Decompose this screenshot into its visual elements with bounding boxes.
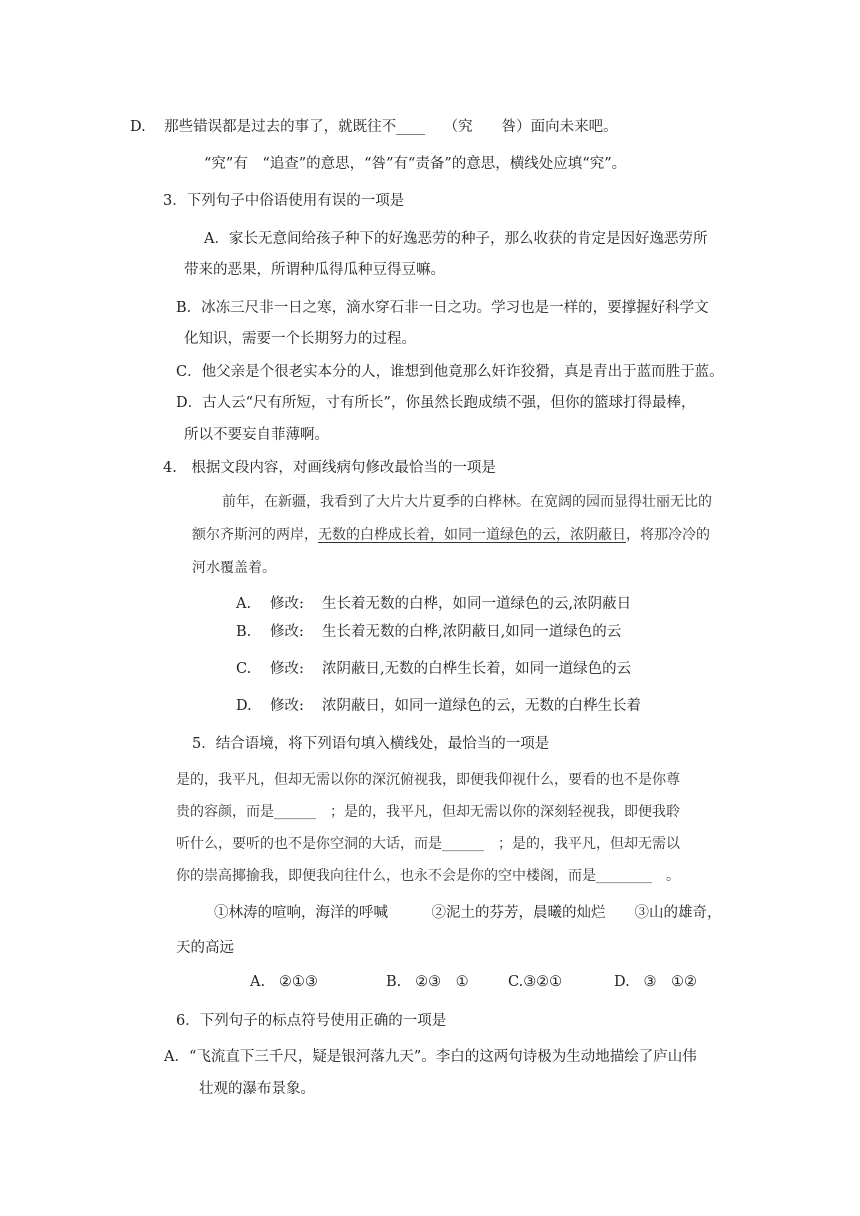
- q4-passage-line3: 河水覆盖着。: [192, 560, 276, 576]
- option-modify-label: 修改:: [270, 698, 304, 714]
- q3-option-d-line2: 所以不要妄自菲薄啊。: [184, 427, 329, 443]
- q5-passage-line3: 听什么，要听的也不是你空洞的大话，而是______ ；是的，我平凡，但却无需以: [176, 836, 680, 852]
- option-modify-label: 修改:: [270, 624, 304, 640]
- q4-option-d: [236, 695, 641, 717]
- option-label: C.: [236, 661, 252, 677]
- q3-option-a-line1: A．家长无意间给孩子种下的好逸恶劳的种子，那么收获的肯定是因好逸恶劳所: [204, 231, 708, 247]
- option-label: D.: [614, 974, 630, 990]
- option-label: A.: [236, 596, 252, 612]
- q5-passage-line4: 你的崇高揶揄我，即便我向往什么，也永不会是你的空中楼阁，而是________ 。: [176, 868, 680, 884]
- answer-blank: ____: [396, 119, 426, 135]
- option-text: 那些错误都是过去的事了，就既往不: [164, 119, 397, 135]
- q5-passage-line1: 是的，我平凡，但却无需以你的深沉俯视我，即便我仰视什么，要看的也不是你尊: [176, 772, 680, 788]
- option-choices: （究 咎）面向未来吧。: [443, 119, 618, 135]
- q3-stem: 3．下列句子中俗语使用有误的一项是: [163, 193, 405, 209]
- q4-passage-line1: 前年，在新疆，我看到了大片大片夏季的白桦林。在宽阔的园而显得壮丽无比的: [222, 494, 712, 510]
- option-text: 生长着无数的白桦,浓阴蔽日,如同一道绿色的云: [322, 624, 622, 640]
- option-value: ②③ ①: [415, 974, 469, 990]
- passage-text: ，将那冷冷的: [626, 527, 710, 543]
- q5-answer-b: [386, 971, 469, 993]
- q4-option-c: [236, 658, 631, 680]
- option-label: A.: [250, 974, 266, 990]
- option-label: D.: [236, 698, 252, 714]
- option-label: B.: [386, 974, 402, 990]
- option-value: ③②①: [523, 974, 563, 990]
- q5-choices-line1: ①林涛的喧响，海洋的呼喊 ②泥土的芬芳，晨曦的灿烂 ③山的雄奇，: [214, 905, 722, 921]
- q5-passage-line2: 贵的容颜，而是______ ；是的，我平凡，但却无需以你的深刻轻视我，即便我聆: [176, 804, 680, 820]
- q4-option-a: [236, 593, 631, 615]
- q4-passage-line2: [192, 524, 710, 546]
- q6-option-a-line2: 壮观的瀑布景象。: [199, 1081, 315, 1097]
- option-modify-label: 修改:: [270, 661, 304, 677]
- option-label: D.: [130, 119, 146, 135]
- underlined-sentence: 无数的白桦成长着，如同一道绿色的云，浓阴蔽日: [318, 527, 626, 543]
- q5-answer-d: [614, 971, 697, 993]
- q5-answer-a: [250, 971, 318, 993]
- q2-explanation: “究”有 “追查”的意思，“咎”有“责备”的意思，横线处应填“究”。: [204, 156, 627, 172]
- option-text: 生长着无数的白桦，如同一道绿色的云,浓阴蔽日: [322, 596, 632, 612]
- option-value: ③ ①②: [643, 974, 698, 990]
- option-label: C.: [508, 974, 524, 990]
- option-text: 浓阴蔽日，如同一道绿色的云，无数的白桦生长着: [322, 698, 641, 714]
- option-label: B.: [236, 624, 252, 640]
- q5-stem: 5．结合语境，将下列语句填入横线处，最恰当的一项是: [192, 736, 550, 752]
- option-modify-label: 修改:: [270, 596, 304, 612]
- option-value: ②①③: [278, 974, 318, 990]
- q4-stem: 4. 根据文段内容，对画线病句修改最恰当的一项是: [163, 460, 496, 476]
- q5-answer-c: [508, 971, 562, 993]
- q6-stem: 6．下列句子的标点符号使用正确的一项是: [176, 1013, 447, 1029]
- q3-option-a-line2: 带来的恶果，所谓种瓜得瓜种豆得豆嘛。: [184, 262, 445, 278]
- q3-option-c-line1: C．他父亲是个很老实本分的人，谁想到他竟那么奸诈狡猾，真是青出于蓝而胜于蓝。: [176, 364, 724, 380]
- q3-option-d-line1: D．古人云“尺有所短，寸有所长”，你虽然长跑成绩不强，但你的篮球打得最棒，: [176, 395, 696, 411]
- option-text: 浓阴蔽日,无数的白桦生长着，如同一道绿色的云: [322, 661, 632, 677]
- q6-option-a-line1: A．“飞流直下三千尺，疑是银河落九天”。李白的这两句诗极为生动地描绘了庐山伟: [164, 1049, 697, 1065]
- q5-choices-line2: 天的高远: [176, 940, 234, 956]
- q3-option-b-line1: B．冰冻三尺非一日之寒，滴水穿石非一日之功。学习也是一样的，要撑握好科学文: [176, 300, 709, 316]
- q3-option-b-line2: 化知识，需要一个长期努力的过程。: [184, 331, 416, 347]
- q4-option-b: [236, 621, 621, 643]
- passage-text: 额尔齐斯河的两岸，: [192, 527, 318, 543]
- q2-option-d: [130, 116, 618, 138]
